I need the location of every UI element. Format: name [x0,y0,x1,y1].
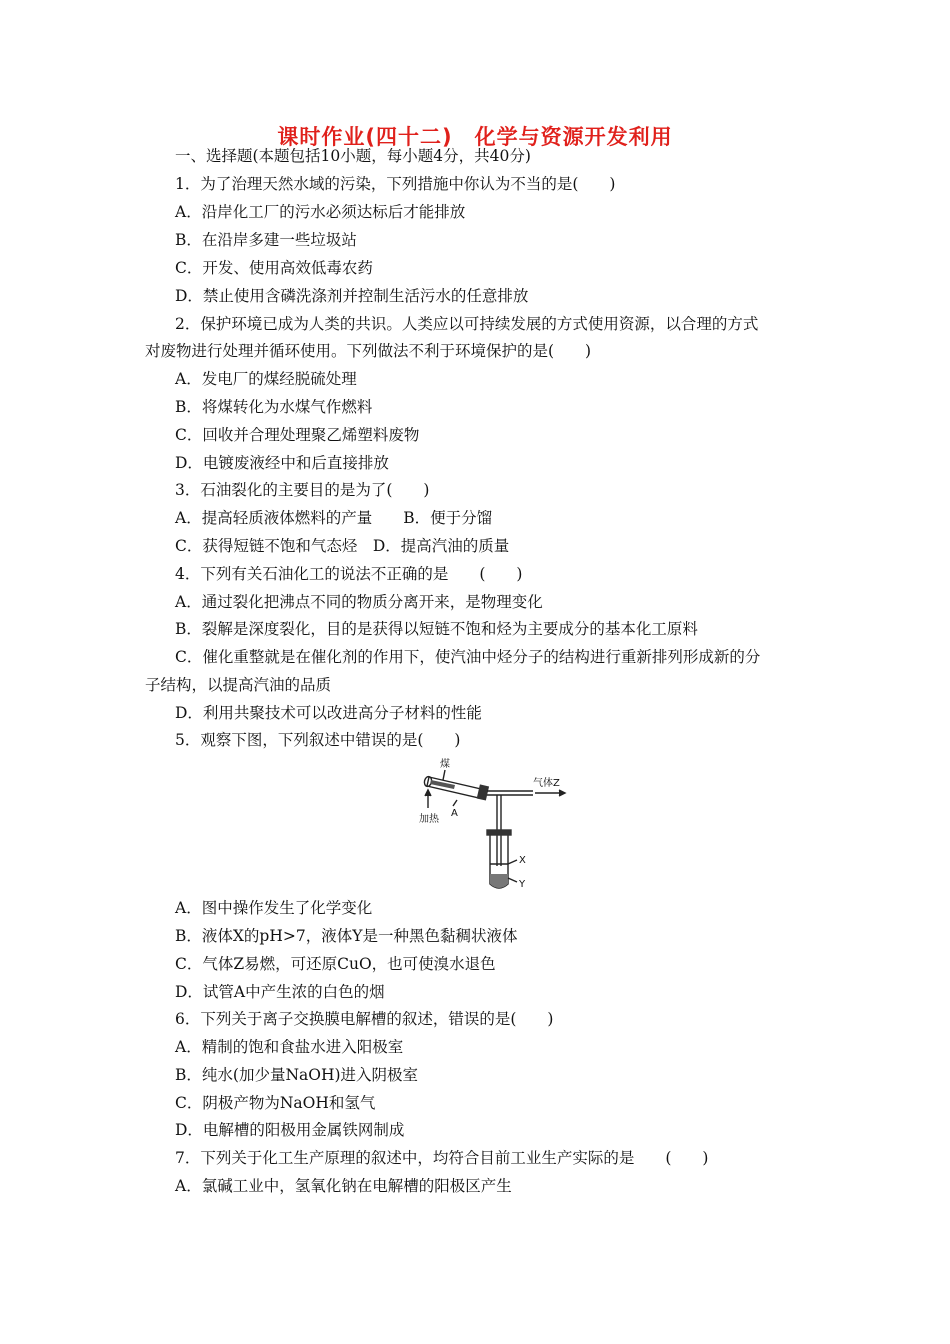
label-coal: 煤 [440,759,450,770]
label-x: X [519,855,526,866]
apparatus-diagram [415,756,575,896]
tube-stopper [478,785,489,799]
question-6-option-b: B．纯水(加少量NaOH)进入阴极室 [175,1066,419,1084]
question-6-option-c: C．阴极产物为NaOH和氢气 [175,1094,376,1112]
question-5-option-d: D．试管A中产生浓的白色的烟 [175,983,385,1001]
question-7-stem: 7．下列关于化工生产原理的叙述中，均符合目前工业生产实际的是 ( ) [175,1149,709,1167]
question-1-option-a: A．沿岸化工厂的污水必须达标后才能排放 [175,203,466,221]
question-2-option-b: B．将煤转化为水煤气作燃料 [175,398,373,416]
question-7-option-a: A．氯碱工业中，氢氧化钠在电解槽的阳极区产生 [175,1177,512,1195]
question-1-stem: 1．为了治理天然水域的污染，下列措施中你认为不当的是( ) [175,175,616,193]
question-1-option-d: D．禁止使用含磷洗涤剂并控制生活污水的任意排放 [175,287,529,305]
collection-stopper [487,830,511,835]
question-5-stem: 5．观察下图，下列叙述中错误的是( ) [175,731,461,749]
question-6-option-d: D．电解槽的阳极用金属铁网制成 [175,1121,405,1139]
question-3-options-ab: A．提高轻质液体燃料的产量 B．便于分馏 [175,509,493,527]
question-2-option-c: C．回收并合理处理聚乙烯塑料废物 [175,426,420,444]
question-1-option-b: B．在沿岸多建一些垃圾站 [175,231,357,249]
question-5-option-b: B．液体X的pH>7，液体Y是一种黑色黏稠状液体 [175,927,518,945]
question-4-option-b: B．裂解是深度裂化，目的是获得以短链不饱和烃为主要成分的基本化工原料 [175,620,698,638]
label-heat: 加热 [419,814,439,825]
section-heading: 一、选择题(本题包括10小题，每小题4分，共40分) [175,147,531,165]
question-4-stem: 4．下列有关石油化工的说法不正确的是 ( ) [175,565,523,583]
label-a: A [451,808,458,819]
question-4-option-c-line2: 子结构，以提高汽油的品质 [145,676,332,694]
question-2-option-a: A．发电厂的煤经脱硫处理 [175,370,357,388]
page-title: 课时作业(四十二) 化学与资源开发利用 [277,125,673,149]
question-4-option-a: A．通过裂化把沸点不同的物质分离开来，是物理变化 [175,593,543,611]
question-6-stem: 6．下列关于离子交换膜电解槽的叙述，错误的是( ) [175,1010,554,1028]
question-5-option-a: A．图中操作发生了化学变化 [175,899,373,917]
label-gas-z: 气体Z [533,778,560,789]
question-6-option-a: A．精制的饱和食盐水进入阳极室 [175,1038,404,1056]
question-2-stem-line2: 对废物进行处理并循环使用。下列做法不利于环境保护的是( ) [145,342,592,360]
question-4-option-c-line1: C．催化重整就是在催化剂的作用下，使汽油中烃分子的结构进行重新排列形成新的分 [175,648,761,666]
label-y: Y [519,879,526,890]
question-3-stem: 3．石油裂化的主要目的是为了( ) [175,481,430,499]
question-5-option-c: C．气体Z易燃，可还原CuO，也可使溴水退色 [175,955,496,973]
question-2-option-d: D．电镀废液经中和后直接排放 [175,454,389,472]
question-3-options-cd: C．获得短链不饱和气态烃 D．提高汽油的质量 [175,537,510,555]
question-1-option-c: C．开发、使用高效低毒农药 [175,259,373,277]
question-4-option-d: D．利用共聚技术可以改进高分子材料的性能 [175,704,482,722]
question-2-stem-line1: 2．保护环境已成为人类的共识。人类应以可持续发展的方式使用资源，以合理的方式 [175,315,759,333]
liquid-y [490,874,508,888]
